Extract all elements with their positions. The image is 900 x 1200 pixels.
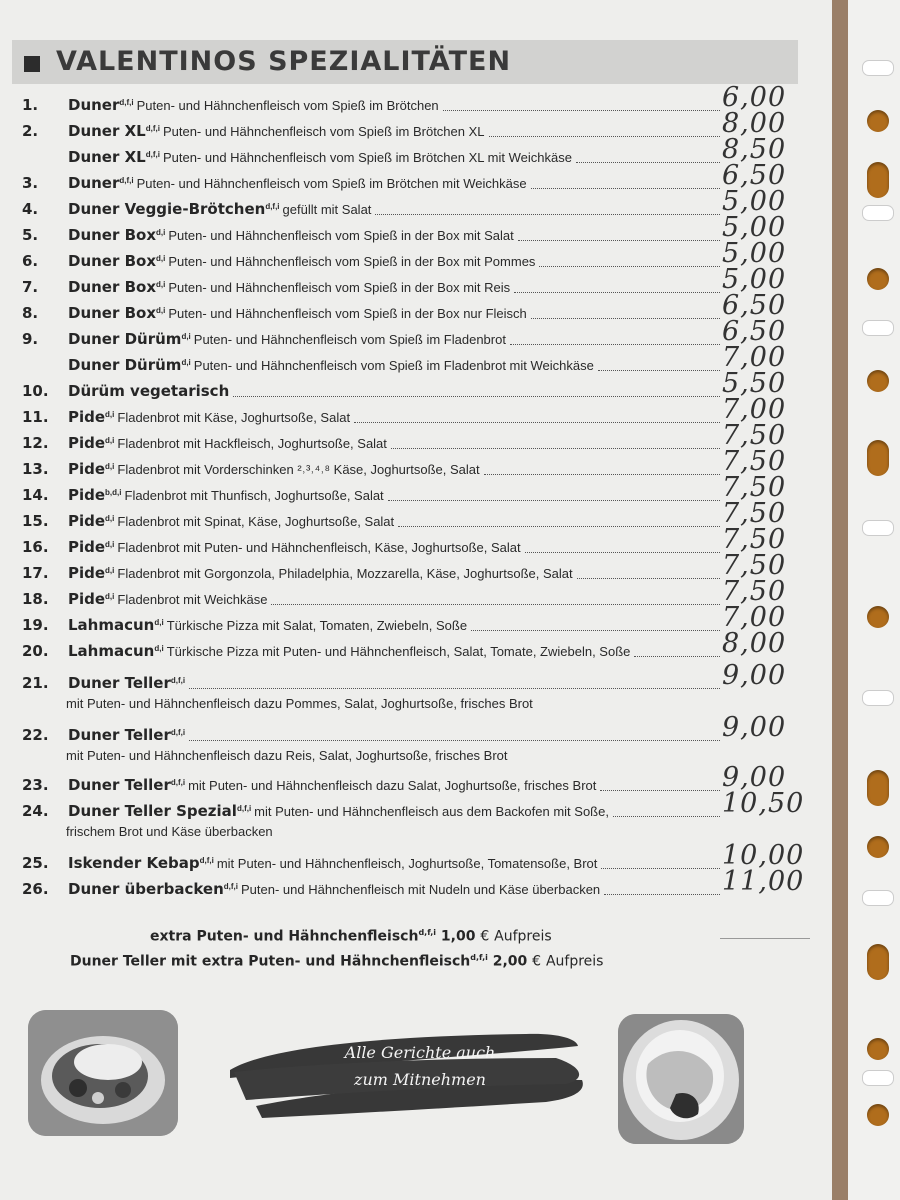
item-number: 6. [22,252,39,270]
item-name: Duner Teller [68,776,171,794]
menu-item-row [0,212,832,252]
leader-dots [489,136,720,137]
item-number: 17. [22,564,49,582]
allergen-codes: d,i [156,253,166,263]
menu-item-row [0,290,832,330]
item-name: Lahmacun [68,616,155,634]
item-price-handwritten: 7,00 [722,602,787,633]
item-text [68,304,720,322]
item-price-handwritten: 8,00 [722,108,787,139]
menu-item-row [0,264,832,304]
item-description: Puten- und Hähnchenfleisch vom Spieß im Brötchen XL [162,124,485,139]
leader-dots [189,688,720,689]
currency-symbol: € [532,953,542,970]
item-price-handwritten: 9,00 [722,762,787,793]
extra-label: Duner Teller mit extra Puten- und Hähnchenfleisch [70,953,471,970]
item-price-handwritten: 6,50 [722,316,787,347]
punch-hole [867,944,889,980]
allergen-codes: d,i [105,461,115,471]
item-name: Duner Box [68,252,157,270]
extra-line-1 [150,928,552,945]
sleeve-reinforcement [862,520,894,536]
leader-dots [510,344,720,345]
item-description: Fladenbrot mit Thunfisch, Joghurtsoße, Salat [124,488,384,503]
leader-dots [484,474,720,475]
allergen-codes: d,f,i [170,675,186,685]
leader-dots [443,110,720,111]
item-text [68,616,720,634]
leader-dots [531,318,720,319]
item-price-handwritten: 7,50 [722,524,787,555]
item-description: Puten- und Hähnchenfleisch vom Spieß im Brötchen XL mit Weichkäse [162,150,572,165]
leader-dots [600,790,720,791]
allergen-codes: d,i [105,539,115,549]
food-plate-photo [618,1014,744,1144]
allergen-codes: d,i [105,435,115,445]
leader-dots [388,500,720,501]
punch-hole [867,1104,889,1126]
item-subline: mit Puten- und Hähnchenfleisch dazu Pommes, Salat, Joghurtsoße, frisches Brot [66,696,533,711]
item-text [68,590,720,608]
item-name: Duner Box [68,226,157,244]
allergen-codes: d,i [105,591,115,601]
sleeve-reinforcement [862,690,894,706]
punch-hole [867,110,889,132]
item-number: 19. [22,616,49,634]
item-description: Puten- und Hähnchenfleisch vom Spieß im Brötchen [136,98,439,113]
item-number: 18. [22,590,49,608]
menu-item-row [0,394,832,434]
salad-photo [28,1010,178,1136]
allergen-codes: d,f,i [119,97,134,107]
item-text [68,122,720,140]
menu-item-row [0,472,832,512]
item-text [68,200,720,218]
item-price-handwritten: 10,50 [722,788,805,819]
item-name: Duner Teller [68,726,171,744]
item-number: 9. [22,330,39,348]
extra-note: Aufpreis [494,928,552,945]
sleeve-reinforcement [862,890,894,906]
item-description: Puten- und Hähnchenfleisch vom Spieß in der Box mit Salat [168,228,514,243]
item-price-handwritten: 11,00 [722,866,805,897]
item-price-handwritten: 9,00 [722,712,787,743]
item-text [68,776,720,794]
allergen-codes: d,f,i [236,803,252,813]
menu-item-row [0,316,832,356]
item-number: 12. [22,434,49,452]
currency-symbol: € [480,928,490,945]
item-text [68,802,720,820]
punch-hole [867,268,889,290]
item-description: Puten- und Hähnchenfleisch vom Spieß in der Box nur Fleisch [168,306,527,321]
item-price-handwritten: 5,50 [722,368,787,399]
item-number: 23. [22,776,49,794]
item-text [68,96,720,114]
leader-dots [518,240,720,241]
menu-item-row [0,420,832,460]
item-description: Puten- und Hähnchenfleisch vom Spieß im Fladenbrot [193,332,506,347]
allergen-codes: d,f,i [223,881,238,891]
item-price-handwritten: 7,00 [722,342,787,373]
item-price-handwritten: 7,50 [722,446,787,477]
allergen-codes: d,f,i [418,928,437,937]
allergen-codes: d,f,i [199,855,214,865]
item-name: Duner Veggie-Brötchen [68,200,266,218]
item-text [68,880,720,898]
punch-hole [867,370,889,392]
item-name: Duner XL [68,148,146,166]
item-price-handwritten: 7,50 [722,550,787,581]
item-name: Duner Box [68,278,157,296]
item-text [68,356,720,374]
allergen-codes: d,f,i [145,123,160,133]
leader-dots [601,868,720,869]
item-number: 26. [22,880,49,898]
item-description: Türkische Pizza mit Salat, Tomaten, Zwiebeln, Soße [166,618,468,633]
item-text [68,854,720,872]
leader-dots [189,740,720,741]
item-text [68,434,720,452]
item-number: 24. [22,802,49,820]
item-number: 15. [22,512,49,530]
leader-dots [604,894,720,895]
leader-dots [576,162,720,163]
leader-dots [375,214,720,215]
allergen-codes: d,i [154,643,164,653]
item-number: 2. [22,122,39,140]
item-price-handwritten: 5,00 [722,264,787,295]
item-description: mit Puten- und Hähnchenfleisch aus dem Backofen mit Soße, [254,804,609,819]
allergen-codes: d,i [105,513,115,523]
item-number: 4. [22,200,39,218]
allergen-codes: d,f,i [170,727,186,737]
menu-item-row [0,160,832,200]
item-name: Duner überbacken [68,880,224,898]
punch-hole [867,836,889,858]
item-price-handwritten: 5,00 [722,212,787,243]
item-name: Duner Teller [68,674,171,692]
allergen-codes: d,i [181,357,191,367]
item-price-handwritten: 10,00 [722,840,805,871]
item-price-handwritten: 6,50 [722,160,787,191]
menu-item-row [0,186,832,226]
allergen-codes: b,d,i [105,487,122,497]
binder-edge [832,0,848,1200]
header-square-bullet [24,56,40,72]
sleeve-reinforcement [862,60,894,76]
item-price-handwritten: 5,00 [722,238,787,269]
item-name: Duner Dürüm [68,330,182,348]
allergen-codes: d,i [156,227,166,237]
item-number: 8. [22,304,39,322]
item-description: Puten- und Hähnchenfleisch vom Spieß im Brötchen mit Weichkäse [136,176,527,191]
item-description: gefüllt mit Salat [282,202,372,217]
banner-line-1: Alle Gerichte auch [344,1043,496,1062]
sleeve-reinforcement [862,1070,894,1086]
item-description: mit Puten- und Hähnchenfleisch, Joghurtsoße, Tomatensoße, Brot [216,856,598,871]
menu-item-row [0,628,832,668]
item-text [68,382,720,400]
leader-dots [391,448,720,449]
leader-dots [539,266,720,267]
leader-dots [471,630,720,631]
section-header [12,40,798,84]
punch-hole [867,440,889,476]
item-text [68,330,720,348]
menu-item-row [0,840,832,880]
item-name: Pide [68,460,106,478]
item-name: Pide [68,512,106,530]
item-description: Fladenbrot mit Spinat, Käse, Joghurtsoße, Salat [117,514,395,529]
leader-dots [525,552,720,553]
item-text [68,538,720,556]
item-price-handwritten: 8,50 [722,134,787,165]
item-price-handwritten: 6,00 [722,82,787,113]
leader-dots [398,526,720,527]
item-description: Fladenbrot mit Weichkäse [117,592,268,607]
item-name: Duner XL [68,122,146,140]
item-name: Iskender Kebap [68,854,200,872]
item-description: Fladenbrot mit Hackfleisch, Joghurtsoße, Salat [117,436,387,451]
item-price-handwritten: 8,00 [722,628,787,659]
item-number: 21. [22,674,49,692]
allergen-codes: d,i [105,565,115,575]
menu-item-row [0,342,832,382]
allergen-codes: d,i [156,305,166,315]
item-description: Puten- und Hähnchenfleisch vom Spieß in der Box mit Reis [168,280,511,295]
menu-item-row [0,498,832,538]
allergen-codes: d,f,i [119,175,134,185]
extra-price: 2,00 [492,953,528,970]
menu-item-row [0,238,832,278]
item-name: Duner Teller Spezial [68,802,237,820]
item-number: 13. [22,460,49,478]
extra-label: extra Puten- und Hähnchenfleisch [150,928,419,945]
extra-note: Aufpreis [545,953,604,970]
item-description: Fladenbrot mit Puten- und Hähnchenfleisch, Käse, Joghurtsoße, Salat [117,540,521,555]
menu-item-row [0,576,832,616]
menu-item-row [0,134,832,174]
banner-line-2: zum Mitnehmen [354,1070,486,1089]
item-name: Pide [68,538,106,556]
leader-dots [233,396,720,397]
punch-hole [867,606,889,628]
item-subline: frischem Brot und Käse überbacken [66,824,273,839]
item-name: Pide [68,434,106,452]
item-number: 20. [22,642,49,660]
leader-dots [354,422,720,423]
item-description: mit Puten- und Hähnchenfleisch dazu Salat, Joghurtsoße, frisches Brot [188,778,597,793]
item-number: 5. [22,226,39,244]
item-name: Pide [68,408,106,426]
section-title: VALENTINOS SPEZIALITÄTEN [56,46,512,77]
item-price-handwritten: 7,50 [722,420,787,451]
item-number: 16. [22,538,49,556]
item-text [68,486,720,504]
item-description: Fladenbrot mit Vorderschinken ²˒³˒⁴˒⁸ Käse, Joghurtsoße, Salat [117,462,480,477]
item-text [68,642,720,660]
item-description: Fladenbrot mit Käse, Joghurtsoße, Salat [117,410,351,425]
item-price-handwritten: 7,50 [722,498,787,529]
item-name: Duner [68,96,120,114]
sleeve-reinforcement [862,205,894,221]
leader-dots [514,292,720,293]
item-number: 1. [22,96,39,114]
item-number: 10. [22,382,49,400]
punch-hole [867,770,889,806]
item-description: Puten- und Hähnchenfleisch vom Spieß im Fladenbrot mit Weichkäse [193,358,594,373]
item-subline: mit Puten- und Hähnchenfleisch dazu Reis, Salat, Joghurtsoße, frisches Brot [66,748,508,763]
menu-item-row [0,788,832,839]
punch-hole [867,1038,889,1060]
menu-item-row [0,446,832,486]
allergen-codes: d,i [181,331,191,341]
item-number: 25. [22,854,49,872]
allergen-codes: d,f,i [145,149,160,159]
item-description: Puten- und Hähnchenfleisch mit Nudeln und Käse überbacken [240,882,601,897]
allergen-codes: d,i [156,279,166,289]
item-text [68,460,720,478]
leader-dots [577,578,720,579]
item-text [68,148,720,166]
item-name: Lahmacun [68,642,155,660]
extra-line-2 [70,953,603,970]
item-name: Dürüm vegetarisch [68,382,230,400]
item-text [68,278,720,296]
allergen-codes: d,i [154,617,164,627]
item-text [68,252,720,270]
menu-item-row [0,602,832,642]
item-text [68,726,720,744]
item-price-handwritten: 7,00 [722,394,787,425]
divider [720,938,810,939]
item-text [68,674,720,692]
item-text [68,408,720,426]
item-text [68,512,720,530]
punch-hole [867,162,889,198]
menu-item-row [0,524,832,564]
item-price-handwritten: 6,50 [722,290,787,321]
menu-item-row [0,712,832,763]
menu-item-row [0,762,832,802]
leader-dots [531,188,720,189]
item-text [68,174,720,192]
item-price-handwritten: 7,50 [722,472,787,503]
leader-dots [613,816,720,817]
item-name: Duner Box [68,304,157,322]
menu-item-row [0,660,832,711]
allergen-codes: d,f,i [170,777,186,787]
menu-item-row [0,368,832,408]
leader-dots [598,370,720,371]
item-name: Pide [68,590,106,608]
item-text [68,226,720,244]
item-price-handwritten: 9,00 [722,660,787,691]
item-price-handwritten: 5,00 [722,186,787,217]
item-description: Türkische Pizza mit Puten- und Hähnchenfleisch, Salat, Tomate, Zwiebeln, Soße [166,644,631,659]
item-price-handwritten: 7,50 [722,576,787,607]
menu-item-row [0,82,832,122]
allergen-codes: d,f,i [265,201,280,211]
item-name: Duner Dürüm [68,356,182,374]
item-name: Pide [68,486,106,504]
item-number: 11. [22,408,49,426]
menu-item-row [0,550,832,590]
item-number: 14. [22,486,49,504]
item-number: 7. [22,278,39,296]
item-number: 22. [22,726,49,744]
sleeve-reinforcement [862,320,894,336]
allergen-codes: d,f,i [470,953,488,962]
item-number: 3. [22,174,39,192]
item-text [68,564,720,582]
item-name: Pide [68,564,106,582]
menu-item-row [0,108,832,148]
leader-dots [634,656,720,657]
leader-dots [271,604,720,605]
extra-price: 1,00 [440,928,476,945]
menu-item-row [0,866,832,906]
allergen-codes: d,i [105,409,115,419]
item-description: Fladenbrot mit Gorgonzola, Philadelphia, Mozzarella, Käse, Joghurtsoße, Salat [117,566,573,581]
item-name: Duner [68,174,120,192]
item-description: Puten- und Hähnchenfleisch vom Spieß in der Box mit Pommes [168,254,536,269]
